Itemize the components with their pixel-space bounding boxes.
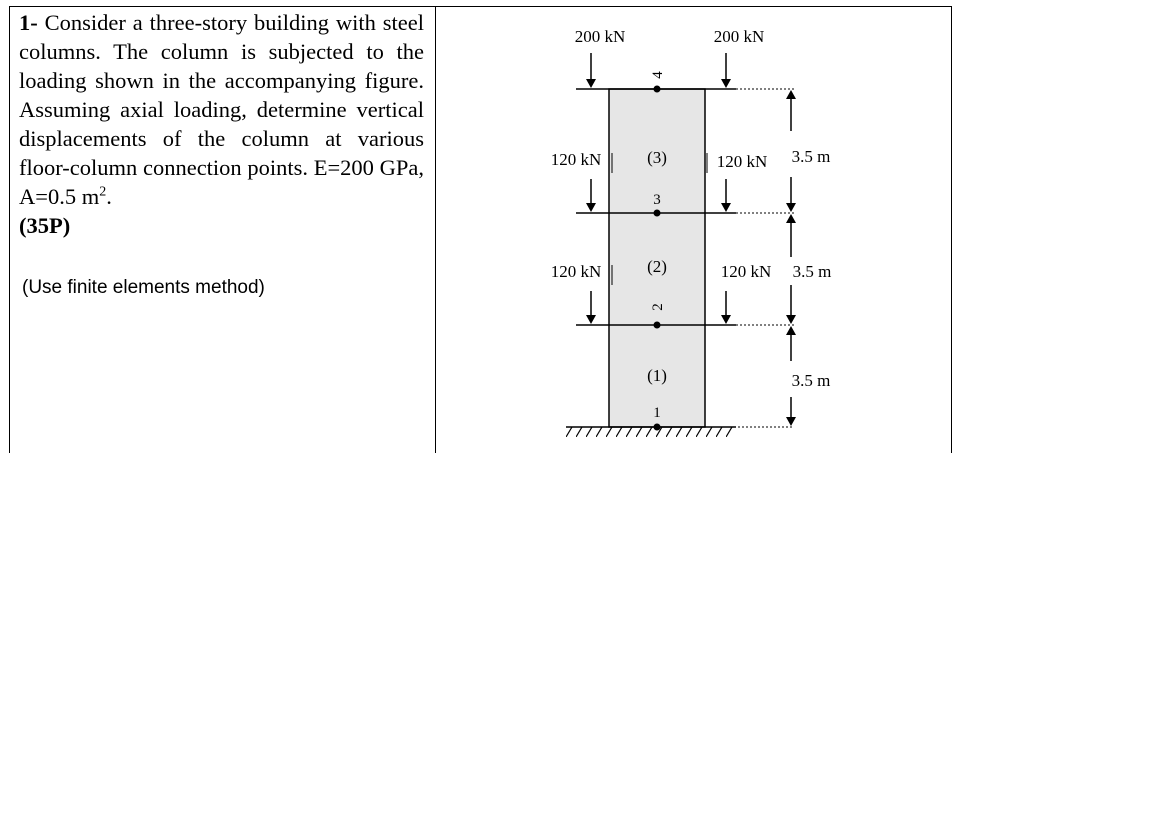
problem-paragraph	[19, 8, 424, 211]
load-label-low-left: 120 kN	[550, 262, 602, 281]
ground-hatch	[564, 427, 736, 437]
problem-statement	[19, 8, 424, 240]
points-label: (35P)	[19, 213, 71, 238]
dim-label-top: 3.5 m	[791, 147, 831, 166]
node-dot-4	[654, 86, 661, 93]
node-label-2: 2	[650, 303, 666, 311]
load-arrow-mid-right	[721, 179, 731, 212]
load-arrow-mid-left	[586, 179, 596, 212]
element-label-2: (2)	[647, 257, 667, 276]
node-dot-2	[654, 322, 661, 329]
method-note: (Use finite elements method)	[22, 277, 265, 298]
node-label-4: 4	[650, 71, 666, 79]
load-arrow-low-left	[586, 291, 596, 324]
load-label-mid-right: 120 kN	[716, 152, 768, 171]
load-arrow-top-left	[586, 53, 596, 88]
area-exponent: 2	[99, 184, 107, 200]
problem-body: Consider a three-story building with steel columns. The column is subjected to the loading shown in the accompanying figure. Assuming axial loading, determine vertical displacements of the column at various floor-column connection points. E=200 GPa, A=0.5 m	[19, 10, 424, 209]
dim-label-low: 3.5 m	[791, 371, 831, 390]
node-label-3: 3	[653, 192, 661, 208]
load-arrow-top-right	[721, 53, 731, 88]
dim-label-mid: 3.5 m	[792, 262, 832, 281]
node-dot-3	[654, 210, 661, 217]
column-figure	[436, 7, 951, 453]
node-dot-1	[654, 424, 661, 431]
element-label-1: (1)	[647, 366, 667, 385]
problem-end: .	[106, 184, 112, 209]
element-label-3: (3)	[647, 148, 667, 167]
load-label-top-right: 200 kN	[713, 27, 765, 46]
load-label-mid-left: 120 kN	[550, 150, 602, 169]
node-label-1: 1	[653, 405, 661, 421]
load-label-low-right: 120 kN	[720, 262, 772, 281]
problem-number: 1-	[19, 10, 38, 35]
load-label-top-left: 200 kN	[574, 27, 626, 46]
load-arrow-low-right	[721, 291, 731, 324]
